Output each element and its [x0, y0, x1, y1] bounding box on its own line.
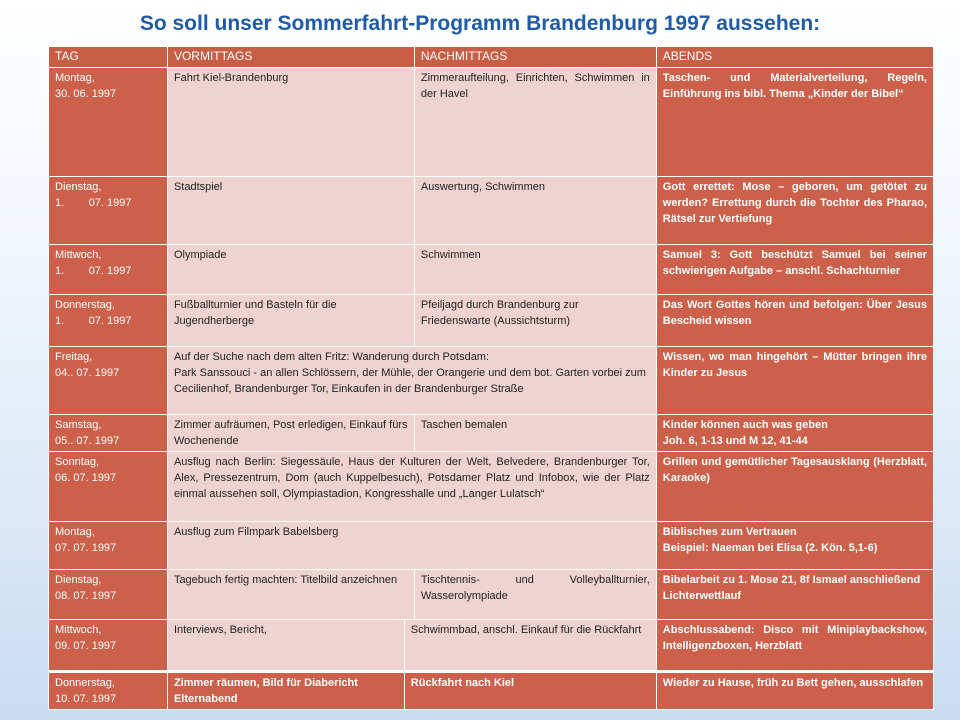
- vormittags-cell: Zimmer räumen, Bild für Diabericht Elternabend: [167, 672, 404, 710]
- nachmittags-cell: Schwimmbad, anschl. Einkauf für die Rückfahrt: [404, 620, 656, 672]
- table-row: [49, 295, 934, 347]
- ganztags-cell: Auf der Suche nach dem alten Fritz: Wanderung durch Potsdam: Park Sanssouci - an allen Schlössern, der Mühle, der Orangerie und dem bot. Garten vorbei zum Cecilienhof, Brandenburger Tor, Einkaufen in der Brandenburger Straße: [167, 347, 656, 415]
- table-row: [49, 347, 934, 415]
- abends-cell: Wissen, wo man hingehört – Mütter bringen ihre Kinder zu Jesus: [656, 347, 933, 415]
- nachmittags-cell: Schwimmen: [414, 245, 656, 295]
- abends-cell: Grillen und gemütlicher Tagesausklang (Herzblatt, Karaoke): [656, 452, 933, 522]
- day-cell: Sonntag, 06. 07. 1997: [49, 452, 168, 522]
- abends-cell: Biblisches zum Vertrauen Beispiel: Naeman bei Elisa (2. Kön. 5,1-6): [656, 522, 933, 570]
- day-cell: Mittwoch, 09. 07. 1997: [49, 620, 168, 672]
- table-row: [49, 177, 934, 245]
- table-row: [49, 570, 934, 620]
- abends-cell: Samuel 3: Gott beschützt Samuel bei seiner schwierigen Aufgabe – anschl. Schachturnier: [656, 245, 933, 295]
- header-vormittags: VORMITTAGS: [167, 47, 414, 68]
- table-row: [49, 620, 934, 672]
- nachmittags-cell: Pfeiljagd durch Brandenburg zur Friedenswarte (Aussichtsturm): [414, 295, 656, 347]
- abends-cell: Kinder können auch was geben Joh. 6, 1-13 und M 12, 41-44: [656, 415, 933, 452]
- nachmittags-cell: Tischtennis- und Volleyballturnier, Wasserolympiade: [414, 570, 656, 620]
- nachmittags-cell: Auswertung, Schwimmen: [414, 177, 656, 245]
- program-table: [48, 46, 934, 710]
- header-abends: ABENDS: [656, 47, 933, 68]
- day-cell: Dienstag, 1. 07. 1997: [49, 177, 168, 245]
- vormittags-cell: Fußballturnier und Basteln für die Jugendherberge: [167, 295, 414, 347]
- abends-cell: Wieder zu Hause, früh zu Bett gehen, ausschlafen: [656, 672, 933, 710]
- table-row: [49, 452, 934, 522]
- ganztags-cell: Ausflug zum Filmpark Babelsberg: [167, 522, 656, 570]
- abends-cell: Gott errettet: Mose – geboren, um getötet zu werden? Errettung durch die Tochter des Pharao, Rätsel zur Vertiefung: [656, 177, 933, 245]
- nachmittags-cell: Rückfahrt nach Kiel: [404, 672, 656, 710]
- vormittags-cell: Interviews, Bericht,: [167, 620, 404, 672]
- page-title: So soll unser Sommerfahrt-Programm Brandenburg 1997 aussehen:: [139, 12, 821, 35]
- table-row: [49, 245, 934, 295]
- abends-cell: Das Wort Gottes hören und befolgen: Über Jesus Bescheid wissen: [656, 295, 933, 347]
- table-row: [49, 522, 934, 570]
- day-cell: Montag, 30. 06. 1997: [49, 68, 168, 177]
- header-tag: TAG: [49, 47, 168, 68]
- table-row: [49, 415, 934, 452]
- nachmittags-cell: Taschen bemalen: [414, 415, 656, 452]
- day-cell: Dienstag, 08. 07. 1997: [49, 570, 168, 620]
- header-nachmittags: NACHMITTAGS: [414, 47, 656, 68]
- header-row: [49, 47, 934, 68]
- abends-cell: Taschen- und Materialverteilung, Regeln, Einführung ins bibl. Thema „Kinder der Bibel“: [656, 68, 933, 177]
- day-cell: Mittwoch, 1. 07. 1997: [49, 245, 168, 295]
- day-cell: Donnerstag, 10. 07. 1997: [49, 672, 168, 710]
- abends-cell: Abschlussabend: Disco mit Miniplaybackshow, Intelligenzboxen, Herzblatt: [656, 620, 933, 672]
- nachmittags-cell: Zimmeraufteilung, Einrichten, Schwimmen in der Havel: [414, 68, 656, 177]
- table-row: [49, 68, 934, 177]
- day-cell: Freitag, 04.. 07. 1997: [49, 347, 168, 415]
- vormittags-cell: Olympiade: [167, 245, 414, 295]
- day-cell: Donnerstag, 1. 07. 1997: [49, 295, 168, 347]
- ganztags-cell: Ausflug nach Berlin: Siegessäule, Haus der Kulturen der Welt, Belvedere, Brandenburger Tor, Alex, Pressezentrum, Dom (auch Kuppelbesuch), Potsdamer Platz und Infobox, wie der Platz einmal aussehen soll, Olympiastadion, Kongresshalle und „Langer Lulatsch“: [167, 452, 656, 522]
- day-cell: Samstag, 05.. 07. 1997: [49, 415, 168, 452]
- abends-cell: Bibelarbeit zu 1. Mose 21, 8f Ismael anschließend Lichterwettlauf: [656, 570, 933, 620]
- day-cell: Montag, 07. 07. 1997: [49, 522, 168, 570]
- vormittags-cell: Zimmer aufräumen, Post erledigen, Einkauf fürs Wochenende: [167, 415, 414, 452]
- table-row: [49, 672, 934, 710]
- vormittags-cell: Tagebuch fertig machten: Titelbild anzeichnen: [167, 570, 414, 620]
- vormittags-cell: Fahrt Kiel-Brandenburg: [167, 68, 414, 177]
- vormittags-cell: Stadtspiel: [167, 177, 414, 245]
